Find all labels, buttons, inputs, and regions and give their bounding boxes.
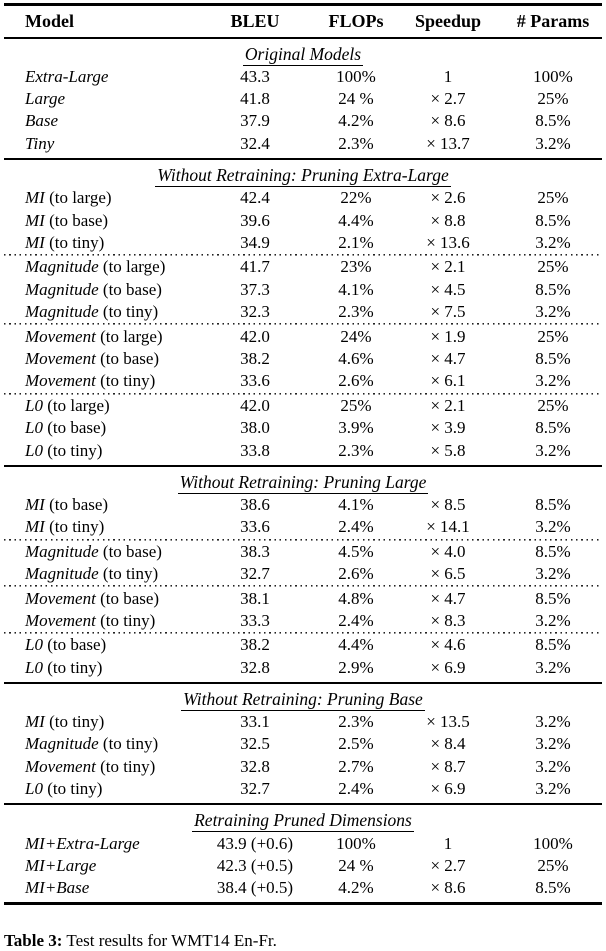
cell-speedup: × 8.3 [430, 610, 466, 630]
cell-speedup: × 4.7 [430, 348, 466, 368]
cell-flops: 4.1% [338, 279, 374, 299]
table-row [4, 778, 602, 800]
section-header [4, 805, 602, 832]
model-name: L0 [25, 779, 43, 799]
model-name: MI [25, 210, 45, 230]
cell-speedup: 1 [443, 66, 453, 86]
cell-bleu: 42.3 (+0.5) [216, 856, 294, 876]
cell-flops: 2.3% [338, 302, 374, 322]
model-variant: (to tiny) [44, 517, 105, 537]
cell-bleu: 43.3 [240, 66, 270, 86]
column-header-flops: FLOPs [328, 11, 384, 31]
cell-bleu: 38.2 [240, 635, 270, 655]
table-row [4, 541, 602, 563]
model-variant: (to base) [98, 541, 162, 561]
caption-label: Table 3: [4, 930, 63, 950]
section-header [4, 467, 602, 494]
model-variant: (to tiny) [98, 302, 159, 322]
cell-model [4, 495, 190, 515]
cell-speedup: × 8.6 [430, 878, 466, 898]
model-variant: (to base) [44, 494, 109, 514]
cell-bleu: 37.3 [240, 279, 270, 299]
model-variant: (to base) [98, 279, 162, 299]
cell-params: 3.2% [535, 756, 571, 776]
table-row [4, 325, 602, 347]
table-row [4, 187, 602, 209]
cell-bleu: 32.7 [240, 779, 270, 799]
cell-bleu: 33.8 [240, 440, 270, 460]
column-header-model: Model [25, 11, 74, 31]
model-name: L0 [25, 657, 43, 677]
section-title: Original Models [244, 43, 362, 64]
cell-bleu: 38.6 [240, 494, 270, 514]
table-row [4, 209, 602, 231]
cell-flops: 2.6% [338, 564, 374, 584]
cell-speedup: × 13.7 [426, 133, 470, 153]
model-name: Movement [25, 348, 96, 368]
cell-bleu: 41.7 [240, 257, 270, 277]
model-name: Magnitude [25, 541, 99, 561]
table-row [4, 877, 602, 899]
section-header [4, 39, 602, 66]
model-name: Large [25, 89, 65, 109]
cell-bleu: 43.9 (+0.6) [216, 833, 294, 853]
cell-flops: 4.1% [338, 494, 374, 514]
cell-model [4, 517, 190, 537]
model-name: Magnitude [25, 302, 99, 322]
cell-speedup: × 8.6 [430, 111, 466, 131]
cell-params: 8.5% [535, 878, 571, 898]
model-name: MI [25, 712, 45, 732]
cell-params: 100% [533, 833, 573, 853]
model-variant: (to base) [42, 635, 107, 655]
cell-model [4, 658, 190, 678]
cell-speedup: × 2.6 [430, 188, 466, 208]
model-variant: (to tiny) [98, 734, 159, 754]
cell-model [4, 257, 190, 277]
table-row [4, 88, 602, 110]
cell-model [4, 757, 190, 777]
cell-speedup: × 8.5 [430, 494, 466, 514]
model-variant: (to large) [44, 188, 112, 208]
model-name: Movement [25, 371, 96, 391]
cell-speedup: × 6.5 [430, 564, 466, 584]
cell-flops: 2.6% [338, 371, 374, 391]
cell-bleu: 42.0 [240, 395, 270, 415]
cell-params: 3.2% [535, 734, 571, 754]
cell-speedup: × 6.9 [430, 779, 466, 799]
model-name: MI+Base [25, 878, 90, 898]
model-variant: (to base) [44, 210, 109, 230]
cell-flops: 24% [340, 326, 372, 346]
cell-params: 3.2% [535, 657, 571, 677]
cell-params: 8.5% [535, 111, 571, 131]
model-name: Movement [25, 610, 96, 630]
cell-flops: 100% [336, 833, 376, 853]
section-title: Without Retraining: Pruning Base [183, 688, 423, 709]
table-row [4, 855, 602, 877]
cell-flops: 2.5% [338, 734, 374, 754]
caption-text: Test results for WMT14 En-Fr. [66, 930, 277, 950]
cell-flops: 24 % [338, 89, 374, 109]
cell-speedup: × 14.1 [426, 517, 470, 537]
table-row [4, 733, 602, 755]
model-variant: (to tiny) [95, 371, 156, 391]
cell-speedup: × 6.9 [430, 657, 466, 677]
cell-flops: 2.1% [338, 233, 374, 253]
cell-params: 8.5% [535, 494, 571, 514]
cell-bleu: 37.9 [240, 111, 270, 131]
model-name: Magnitude [25, 257, 99, 277]
column-header-params: # Params [516, 11, 590, 31]
table-row [4, 110, 602, 132]
model-name: MI+Large [25, 856, 97, 876]
model-name: L0 [25, 418, 43, 438]
cell-speedup: 1 [443, 833, 453, 853]
model-name: Tiny [25, 133, 55, 153]
cell-speedup: × 1.9 [430, 326, 466, 346]
cell-model [4, 878, 190, 898]
model-name: Movement [25, 756, 96, 776]
table-row [4, 301, 602, 323]
table-row [4, 66, 602, 88]
cell-speedup: × 4.6 [430, 635, 466, 655]
cell-bleu: 32.5 [240, 734, 270, 754]
cell-params: 3.2% [535, 712, 571, 732]
section-header [4, 684, 602, 711]
cell-flops: 3.9% [338, 418, 374, 438]
cell-speedup: × 5.8 [430, 440, 466, 460]
cell-bleu: 39.6 [240, 210, 270, 230]
model-name: Magnitude [25, 279, 99, 299]
cell-params: 3.2% [535, 233, 571, 253]
model-variant: (to base) [42, 418, 107, 438]
model-name: L0 [25, 395, 43, 415]
cell-model [4, 371, 190, 391]
cell-model [4, 327, 190, 347]
results-table [4, 3, 602, 905]
cell-params: 3.2% [535, 517, 571, 537]
column-header-bleu: BLEU [230, 11, 280, 31]
model-name: Magnitude [25, 734, 99, 754]
cell-model [4, 564, 190, 584]
cell-speedup: × 2.1 [430, 257, 466, 277]
model-variant: (to tiny) [42, 657, 103, 677]
cell-speedup: × 13.5 [426, 712, 470, 732]
cell-flops: 4.8% [338, 588, 374, 608]
cell-model [4, 635, 190, 655]
cell-bleu: 38.3 [240, 541, 270, 561]
table-row [4, 232, 602, 254]
cell-bleu: 38.2 [240, 348, 270, 368]
model-name: MI [25, 494, 45, 514]
cell-speedup: × 4.7 [430, 588, 466, 608]
table-row [4, 256, 602, 278]
model-name: L0 [25, 440, 43, 460]
cell-bleu: 42.4 [240, 188, 270, 208]
paper-table-page [0, 3, 606, 951]
cell-model [4, 396, 190, 416]
cell-model [4, 542, 190, 562]
cell-params: 3.2% [535, 302, 571, 322]
table-caption [4, 931, 602, 951]
table-row [4, 370, 602, 392]
model-variant: (to tiny) [44, 233, 105, 253]
cell-model [4, 211, 190, 231]
table-row [4, 563, 602, 585]
model-variant: (to large) [98, 257, 166, 277]
cell-params: 8.5% [535, 210, 571, 230]
cell-speedup: × 8.8 [430, 210, 466, 230]
cell-speedup: × 2.1 [430, 395, 466, 415]
cell-model [4, 834, 190, 854]
cell-model [4, 67, 190, 87]
cell-model [4, 441, 190, 461]
cell-flops: 4.6% [338, 348, 374, 368]
cell-params: 25% [537, 395, 569, 415]
cell-model [4, 734, 190, 754]
model-variant: (to base) [95, 588, 160, 608]
table-row [4, 656, 602, 678]
cell-flops: 22% [340, 188, 372, 208]
table-row [4, 610, 602, 632]
model-variant: (to large) [95, 326, 163, 346]
cell-params: 8.5% [535, 279, 571, 299]
cell-model [4, 233, 190, 253]
section-title: Retraining Pruned Dimensions [194, 810, 412, 831]
cell-bleu: 38.1 [240, 588, 270, 608]
cell-bleu: 33.6 [240, 371, 270, 391]
model-name: MI [25, 517, 45, 537]
table-row [4, 711, 602, 733]
cell-bleu: 32.8 [240, 756, 270, 776]
cell-params: 25% [537, 326, 569, 346]
cell-params: 8.5% [535, 348, 571, 368]
table-row [4, 494, 602, 516]
model-variant: (to tiny) [98, 564, 159, 584]
cell-flops: 2.3% [338, 133, 374, 153]
cell-speedup: × 8.4 [430, 734, 466, 754]
cell-flops: 25% [340, 395, 372, 415]
table-row [4, 348, 602, 370]
cell-flops: 4.5% [338, 541, 374, 561]
cell-params: 3.2% [535, 779, 571, 799]
cell-bleu: 33.3 [240, 610, 270, 630]
table-row [4, 634, 602, 656]
cell-model [4, 280, 190, 300]
cell-flops: 2.3% [338, 440, 374, 460]
cell-model [4, 589, 190, 609]
table-row [4, 417, 602, 439]
cell-speedup: × 3.9 [430, 418, 466, 438]
cell-bleu: 38.4 (+0.5) [216, 878, 294, 898]
cell-params: 3.2% [535, 133, 571, 153]
cell-bleu: 33.1 [240, 712, 270, 732]
cell-speedup: × 2.7 [430, 89, 466, 109]
cell-params: 3.2% [535, 610, 571, 630]
cell-bleu: 32.4 [240, 133, 270, 153]
model-variant: (to tiny) [42, 779, 103, 799]
cell-flops: 2.3% [338, 712, 374, 732]
table-row [4, 439, 602, 461]
model-variant: (to tiny) [42, 440, 103, 460]
cell-flops: 2.4% [338, 779, 374, 799]
cell-model [4, 134, 190, 154]
table-row [4, 756, 602, 778]
cell-flops: 2.7% [338, 756, 374, 776]
cell-model [4, 89, 190, 109]
cell-model [4, 418, 190, 438]
cell-params: 25% [537, 856, 569, 876]
cell-bleu: 33.6 [240, 517, 270, 537]
cell-speedup: × 4.5 [430, 279, 466, 299]
cell-bleu: 41.8 [240, 89, 270, 109]
cell-model [4, 302, 190, 322]
cell-bleu: 42.0 [240, 326, 270, 346]
cell-params: 3.2% [535, 371, 571, 391]
cell-model [4, 856, 190, 876]
cell-params: 8.5% [535, 588, 571, 608]
table-row [4, 516, 602, 538]
cell-speedup: × 13.6 [426, 233, 470, 253]
model-variant: (to large) [42, 395, 110, 415]
model-name: Base [25, 111, 59, 131]
cell-params: 3.2% [535, 440, 571, 460]
cell-params: 3.2% [535, 564, 571, 584]
cell-flops: 4.4% [338, 210, 374, 230]
cell-flops: 4.2% [338, 111, 374, 131]
table-row [4, 279, 602, 301]
cell-bleu: 32.3 [240, 302, 270, 322]
cell-params: 8.5% [535, 635, 571, 655]
cell-speedup: × 4.0 [430, 541, 466, 561]
cell-speedup: × 7.5 [430, 302, 466, 322]
cell-flops: 2.9% [338, 657, 374, 677]
cell-speedup: × 6.1 [430, 371, 466, 391]
bottom-rule [4, 902, 602, 905]
cell-flops: 24 % [338, 856, 374, 876]
cell-flops: 2.4% [338, 610, 374, 630]
cell-params: 25% [537, 89, 569, 109]
model-name: MI+Extra-Large [25, 833, 140, 853]
cell-bleu: 34.9 [240, 233, 270, 253]
cell-flops: 4.4% [338, 635, 374, 655]
model-variant: (to tiny) [95, 756, 156, 776]
cell-model [4, 349, 190, 369]
model-name: L0 [25, 635, 43, 655]
cell-model [4, 712, 190, 732]
cell-speedup: × 2.7 [430, 856, 466, 876]
cell-flops: 100% [336, 66, 376, 86]
cell-model [4, 611, 190, 631]
cell-bleu: 32.8 [240, 657, 270, 677]
cell-params: 8.5% [535, 418, 571, 438]
model-name: MI [25, 188, 45, 208]
cell-model [4, 188, 190, 208]
model-variant: (to tiny) [44, 712, 105, 732]
table-row [4, 832, 602, 854]
table-row [4, 395, 602, 417]
cell-flops: 23% [340, 257, 372, 277]
cell-bleu: 32.7 [240, 564, 270, 584]
model-name: MI [25, 233, 45, 253]
cell-bleu: 38.0 [240, 418, 270, 438]
table-row [4, 587, 602, 609]
cell-flops: 2.4% [338, 517, 374, 537]
column-header-speedup: Speedup [414, 11, 482, 31]
section-title: Without Retraining: Pruning Extra-Large [157, 165, 449, 186]
table-header-row [4, 6, 602, 37]
model-variant: (to tiny) [95, 610, 156, 630]
section-header [4, 160, 602, 187]
cell-model [4, 111, 190, 131]
cell-params: 25% [537, 257, 569, 277]
model-name: Movement [25, 326, 96, 346]
model-name: Magnitude [25, 564, 99, 584]
model-variant: (to base) [95, 348, 160, 368]
model-name: Extra-Large [25, 66, 109, 86]
cell-params: 100% [533, 66, 573, 86]
table-row [4, 133, 602, 155]
cell-model [4, 779, 190, 799]
cell-flops: 4.2% [338, 878, 374, 898]
cell-params: 25% [537, 188, 569, 208]
table-body [4, 39, 602, 900]
cell-speedup: × 8.7 [430, 756, 466, 776]
model-name: Movement [25, 588, 96, 608]
section-title: Without Retraining: Pruning Large [179, 471, 427, 492]
cell-params: 8.5% [535, 541, 571, 561]
